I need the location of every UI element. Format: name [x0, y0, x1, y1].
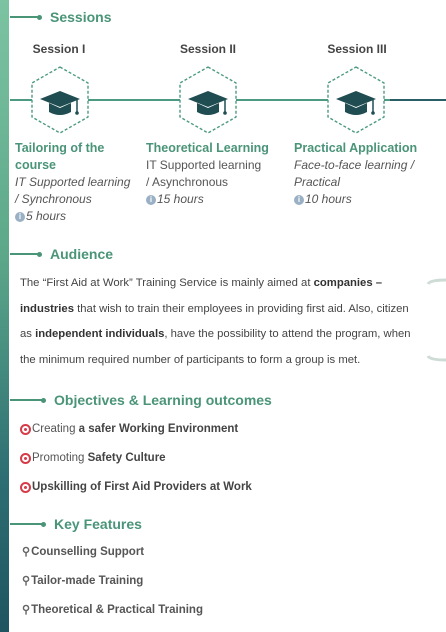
key-feature-item [22, 574, 143, 587]
target-icon [20, 482, 31, 493]
info-icon: i [15, 212, 25, 222]
session-3-info [294, 140, 444, 208]
audience-title: Audience [50, 246, 114, 262]
key-feature-text: Tailor-made Training [31, 574, 144, 587]
session-label: Session I [32, 42, 86, 56]
audience-text: as [20, 328, 36, 340]
key-feature-item [22, 603, 203, 616]
audience-text: The “First Aid at Work” Training Service is mainly aimed at [20, 277, 314, 289]
audience-paragraph [20, 271, 446, 373]
heading-dot [41, 522, 46, 527]
objective-bold: a safer Working Environment [78, 423, 239, 435]
objectives-title: Objectives & Learning outcomes [54, 392, 272, 408]
heading-dot [37, 252, 42, 257]
key-feature-text: Counselling Support [31, 545, 145, 558]
sessions-title: Sessions [50, 9, 112, 25]
heading-line [10, 253, 38, 255]
decorative-curve [416, 272, 446, 367]
session-name: Tailoring of the [15, 141, 105, 155]
info-icon: i [294, 195, 304, 205]
sessions-heading [10, 9, 111, 25]
heading-line [10, 16, 38, 18]
objective-bold: Safety Culture [87, 452, 166, 464]
objective-item [20, 423, 238, 435]
left-accent-bar [0, 0, 9, 632]
objective-text: Promoting [32, 452, 88, 464]
session-2 [138, 42, 278, 56]
session-name: Practical Application [294, 141, 418, 155]
audience-heading [10, 246, 113, 262]
graduation-cap-icon [177, 65, 239, 135]
key-feature-item [22, 545, 144, 558]
audience-line-1 [20, 271, 446, 297]
key-features-title: Key Features [54, 516, 142, 532]
objective-item [20, 481, 252, 493]
session-mode: Face-to-face learning / [294, 158, 415, 172]
timeline-line-end [390, 99, 446, 101]
session-mode-cont: / Asynchronous [146, 175, 229, 189]
session-mode: IT Supported learning [146, 158, 262, 172]
audience-line-2 [20, 297, 446, 323]
session-2-info [146, 140, 286, 208]
key-icon: ⚲ [22, 604, 31, 616]
hours-value: 5 hours [26, 209, 67, 223]
session-label: Session III [327, 42, 387, 56]
objective-bold: Upskilling of First Aid Providers at Work [32, 481, 252, 493]
target-icon [20, 424, 31, 435]
session-hours [146, 191, 286, 208]
graduation-cap-icon [29, 65, 91, 135]
audience-line-3 [20, 322, 446, 348]
hours-value: 10 hours [305, 192, 352, 206]
audience-text: that wish to train their employees in providing first aid. Also, citizen [74, 302, 409, 315]
session-hours [15, 208, 155, 225]
session-mode-cont: Practical [294, 175, 341, 189]
session-name-cont: course [15, 158, 56, 172]
heading-dot [37, 15, 42, 20]
audience-bold: independent individuals [35, 328, 165, 340]
audience-bold: companies – [313, 277, 383, 289]
session-mode-cont: / Synchronous [15, 192, 92, 206]
key-feature-text: Theoretical & Practical Training [31, 603, 203, 616]
graduation-cap-icon [325, 65, 387, 135]
objective-text: Creating [32, 423, 79, 435]
session-3 [287, 42, 427, 56]
heading-dot [41, 398, 46, 403]
session-1-info [15, 140, 155, 225]
audience-text: , have the possibility to attend the program, when [164, 328, 411, 340]
key-features-heading [10, 516, 142, 532]
objective-item [20, 452, 166, 464]
target-icon [20, 453, 31, 464]
info-icon: i [146, 195, 156, 205]
hours-value: 15 hours [157, 192, 204, 206]
session-1 [0, 42, 129, 56]
audience-line-4 [20, 348, 446, 374]
session-name: Theoretical Learning [146, 141, 269, 155]
audience-text: the minimum required number of participants to form a group is met. [20, 353, 361, 366]
key-icon: ⚲ [22, 575, 31, 587]
session-hours [294, 191, 444, 208]
objectives-heading [10, 392, 272, 408]
session-mode: IT Supported learning [15, 175, 131, 189]
session-label: Session II [179, 42, 237, 56]
audience-bold: industries [20, 302, 74, 315]
heading-line [10, 399, 42, 401]
heading-line [10, 523, 42, 525]
key-icon: ⚲ [22, 546, 31, 558]
